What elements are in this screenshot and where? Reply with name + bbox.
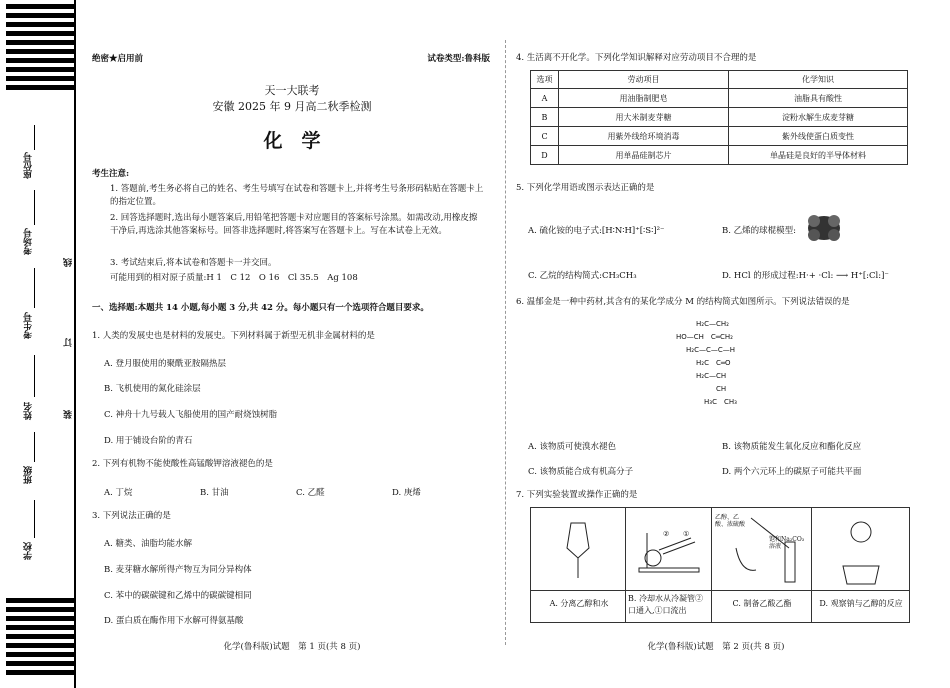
blank-line [34, 432, 35, 462]
reagent-label-na2co3: 饱和Na₂CO₃溶液 [769, 536, 805, 551]
table-header: 劳动项目 [559, 71, 729, 89]
struct-line: H₂C—C—C—H [686, 346, 735, 354]
q2-option-b: B. 甘油 [200, 488, 229, 498]
q6-option-c: C. 该物质能合成有机高分子 [528, 467, 634, 477]
table-cell: 用紫外线给环境消毒 [559, 127, 729, 146]
q5-option-d: D. HCl 的形成过程:H·+ ·Cl: ⟶ H⁺[:Cl:]⁻ [722, 271, 889, 281]
table-header-row [531, 71, 908, 89]
struct-line: CH [716, 385, 727, 393]
exam-org: 天一大联考 [264, 84, 320, 97]
q1-option-d: D. 用于铺设台阶的青石 [104, 436, 193, 446]
q2-option-d: D. 庚烯 [392, 488, 421, 498]
q4-table [530, 70, 908, 165]
q3-option-c: C. 苯中的碳碳键和乙烯中的碳碳键相同 [104, 591, 252, 601]
q2-option-c: C. 乙醛 [296, 488, 325, 498]
port-2-label: ② [663, 530, 670, 538]
table-cell: 用单晶硅制芯片 [559, 146, 729, 165]
table-cell: 单晶硅是良好的半导体材料 [729, 146, 908, 165]
table-cell: 淀粉水解生成麦芽糖 [729, 108, 908, 127]
table-cell: 用油脂制肥皂 [559, 89, 729, 108]
question-1: 1. 人类的发展史也是材料的发展史。下列材料属于新型无机非金属材料的是 [92, 331, 375, 341]
question-6: 6. 温郁金是一种中药材,其含有的某化学成分 M 的结构简式如图所示。下列说法错误的是 [516, 297, 850, 307]
page-1 [88, 0, 496, 688]
struct-line: HO—CH C═CH₂ [676, 333, 733, 341]
table-header: 化学知识 [729, 71, 908, 89]
q5-option-c: C. 乙烷的结构简式:CH₃CH₃ [528, 271, 637, 281]
paper-type: 试卷类型:鲁科版 [427, 54, 490, 64]
page-2 [516, 0, 916, 688]
q7-option-c: C. 制备乙酸乙酯 [732, 599, 792, 608]
page-2-footer: 化学(鲁科版)试题 第 2 页(共 8 页) [647, 642, 785, 652]
question-7: 7. 下列实验装置或操作正确的是 [516, 490, 638, 500]
notice-1: 1. 答题前,考生务必将自己的姓名、考生号填写在试卷和答题卡上,并将考生号条形码粘贴在答题卡上的指定位置。 [110, 184, 484, 207]
q7-option-a: A. 分离乙醇和水 [549, 599, 609, 608]
port-1-label: ① [683, 530, 690, 538]
table-row [531, 146, 908, 165]
cut-word: 装 [64, 410, 74, 419]
exam-room-label: 考场号 [24, 228, 34, 255]
blank-line [34, 355, 35, 397]
table-header: 选项 [531, 71, 559, 89]
column-divider [505, 40, 506, 645]
structure-formula [676, 318, 737, 409]
q1-option-a: A. 登月服使用的聚酰亚胺隔热层 [104, 359, 227, 369]
q7-option-b: B. 冷却水从冷凝管②口通入,①口流出 [628, 594, 703, 615]
struct-line: H₃C CH₃ [704, 398, 737, 406]
name-label: 姓名 [24, 402, 34, 420]
table-cell: C [531, 127, 559, 146]
blank-line [34, 125, 35, 150]
table-cell: 用大米制麦芽糖 [559, 108, 729, 127]
q5-option-a: A. 硫化铵的电子式:[H∶N∶H]⁺[∶S∶]²⁻ [528, 226, 665, 236]
table-row [531, 127, 908, 146]
notice-3: 3. 考试结束后,将本试卷和答题卡一并交回。 [110, 258, 277, 268]
notice-2: 2. 回答选择题时,选出每小题答案后,用铅笔把答题卡对应题目的答案标号涂黑。如需改动,用橡皮擦干净后,再选涂其他答案标号。回答非选择题时,将答案写在答题卡上。写在本试卷上无效。 [110, 213, 478, 236]
section-1-title: 一、选择题:本题共 14 小题,每小题 3 分,共 42 分。每小题只有一个选项符合题目要求。 [92, 303, 429, 313]
q6-option-a: A. 该物质可使溴水褪色 [528, 442, 617, 452]
table-cell: 油脂具有酸性 [729, 89, 908, 108]
table-row [531, 89, 908, 108]
q3-option-b: B. 麦芽糖水解所得产物互为同分异构体 [104, 565, 252, 575]
q7-apparatus-table [530, 507, 910, 623]
table-row [531, 108, 908, 127]
seat-number-label: 座位号 [24, 152, 34, 179]
reagent-label-c: 乙醇、乙酸、浓硫酸 [715, 514, 746, 529]
table-cell: 紫外线使蛋白质变性 [729, 127, 908, 146]
struct-line: H₂C—CH₂ [696, 320, 729, 328]
q2-option-a: A. 丁烷 [104, 488, 133, 498]
blank-line [34, 190, 35, 225]
notice-title: 考生注意: [92, 169, 130, 179]
question-3: 3. 下列说法正确的是 [92, 511, 171, 521]
blank-line [34, 500, 35, 538]
binding-bars-top [6, 4, 74, 94]
q3-option-d: D. 蛋白质在酶作用下水解可得氨基酸 [104, 616, 244, 626]
struct-line: H₂C C═O [696, 359, 731, 367]
q1-option-c: C. 神舟十九号载人飞船使用的国产耐烧蚀树脂 [104, 410, 278, 420]
q6-option-b: B. 该物质能发生氧化反应和酯化反应 [722, 442, 862, 452]
subject-title: 化 学 [263, 130, 321, 152]
table-cell: B [531, 108, 559, 127]
secret-label: 绝密★启用前 [92, 54, 144, 64]
question-2: 2. 下列有机物不能使酸性高锰酸钾溶液褪色的是 [92, 459, 273, 469]
binding-bars-bottom [6, 598, 74, 679]
class-label: 班级 [24, 466, 34, 484]
binding-strip [0, 0, 78, 688]
q7-option-d: D. 观察钠与乙醇的反应 [819, 599, 903, 608]
ethylene-model-image [806, 214, 842, 242]
cut-word: 订 [64, 338, 74, 347]
table-cell: A [531, 89, 559, 108]
cut-word: 线 [64, 258, 74, 267]
question-4: 4. 生活离不开化学。下列化学知识解释对应劳动项目不合理的是 [516, 53, 757, 63]
q1-option-b: B. 飞机使用的氮化硅涂层 [104, 384, 201, 394]
q6-option-d: D. 两个六元环上的碳原子可能共平面 [722, 467, 862, 477]
q5-option-b: B. 乙烯的球棍模型: [722, 226, 797, 236]
atomic-masses: 可能用到的相对原子质量:H 1 C 12 O 16 Cl 35.5 Ag 108 [110, 273, 358, 283]
exam-name: 安徽 2025 年 9 月高二秋季检测 [212, 100, 372, 113]
question-5: 5. 下列化学用语或图示表达正确的是 [516, 183, 655, 193]
blank-line [34, 268, 35, 308]
school-label: 学校 [24, 542, 34, 560]
candidate-number-label: 考生号 [24, 312, 34, 339]
q3-option-a: A. 糖类、油脂均能水解 [104, 539, 193, 549]
page-1-footer: 化学(鲁科版)试题 第 1 页(共 8 页) [223, 642, 361, 652]
table-cell: D [531, 146, 559, 165]
struct-line: H₂C—CH [696, 372, 727, 380]
